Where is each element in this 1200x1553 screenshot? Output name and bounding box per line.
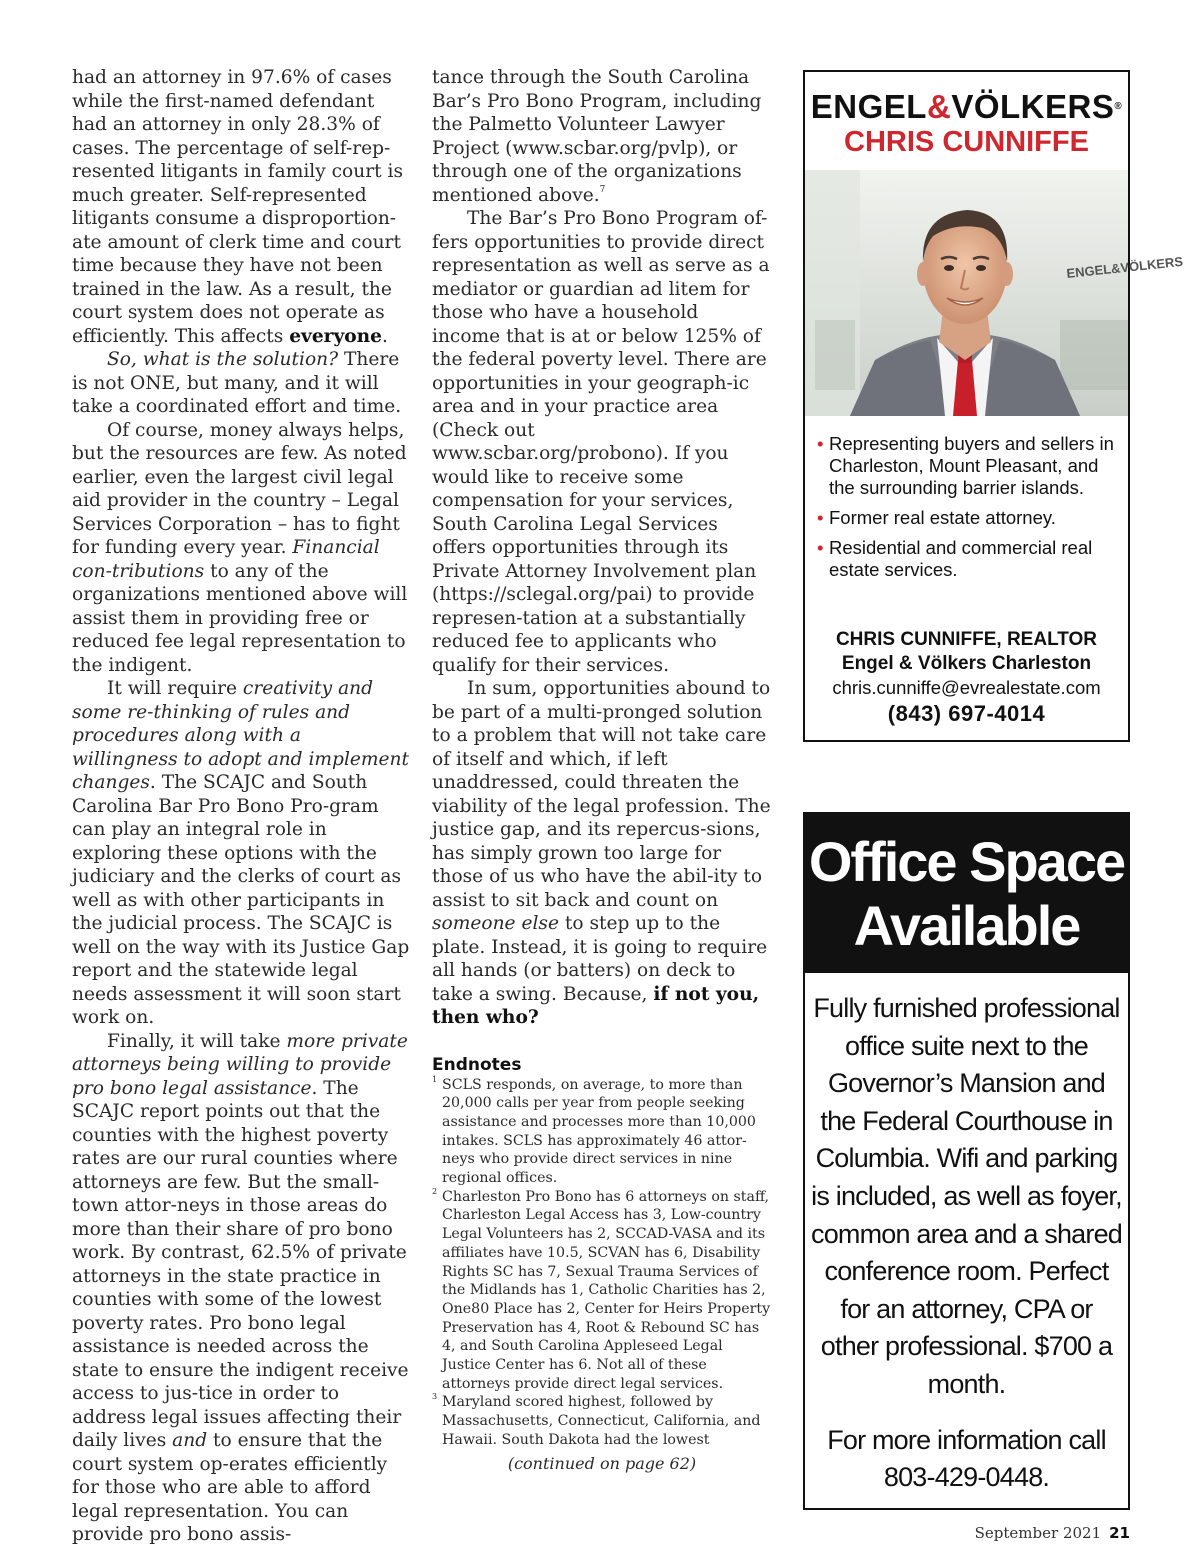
article-paragraph: Finally, it will take more private attorneys being willing to provide pro bono legal assistance. The SCAJC report points out that the counties with the highest poverty rates are our rural counties where attorneys are few. But the small-town attor-neys in those areas do more than their share of pro bono work. By contrast, 62.5% of private attorneys in the state practice in counties with some of the lowest poverty rates. Pro bono legal assistance is needed across the state to ensure the indigent receive access to jus-tice in order to address legal issues affecting their daily lives and to ensure that the court system op-erates efficiently for those who are able to afford legal representation. You can provide pro bono assis-	[72, 1030, 409, 1545]
endnotes-heading: Endnotes	[432, 1054, 522, 1075]
brand-logo: ENGEL&VÖLKERS®	[810, 88, 1123, 125]
contact-phone: (843) 697-4014	[887, 701, 1046, 726]
office-ad-body: Fully furnished professional office suite next to the Governor’s Mansion and the Federal Courthouse in Columbia. Wifi and parking is included, as well as foyer, common area and a shared conference room. Perfect for an attorney, CPA or other professional. $700 a month.	[811, 993, 1122, 1399]
article-paragraph: So, what is the solution? There is not ONE, but many, and it will take a coordinated effort and time.	[72, 349, 402, 417]
endnote-item: 3 Maryland scored highest, followed by Massachusetts, Connecticut, California, and Hawaii. South Dakota had the lowest	[432, 1392, 761, 1448]
endnotes-list	[432, 1076, 772, 1450]
issue-date: September 2021	[974, 1524, 1102, 1542]
column-2-paragraphs	[432, 66, 772, 1030]
article-paragraph: had an attorney in 97.6% of cases while the first-named defendant had an attorney in only 28.3% of cases. The percentage of self-rep-resented litigants in family court is much greater. Self-represented litigants consume a disproportion-ate amount of clerk time and court time because they have not been trained in the law. As a result, the court system does not operate as efficiently. This affects everyone.	[72, 67, 403, 347]
contact-name: CHRIS CUNNIFFE, REALTOR	[835, 629, 1098, 650]
article-column-1	[72, 66, 410, 1547]
contact-company: Engel & Völkers Charleston	[841, 653, 1092, 674]
office-space-ad	[803, 812, 1130, 1510]
engel-volkers-ad	[803, 70, 1184, 742]
article-column-2	[432, 66, 772, 1475]
article-paragraph: tance through the South Carolina Bar’s Pro Bono Program, including the Palmetto Volunteer Lawyer Project (www.scbar.org/pvlp), or through one of the organizations mentioned above.$^7$	[432, 67, 762, 206]
call-line-1: For more information call	[827, 1424, 1106, 1455]
article-paragraph: It will require creativity and some re-thinking of rules and procedures along with a willingness to adopt and implement changes. The SCAJC and South Carolina Bar Pro Bono Pro-gram can play an integral role in exploring these options with the judiciary and the clerks of court as well as with other participants in the judicial process. The SCAJC is well on the way with its Justice Gap report and the statewide legal needs assessment it will soon start work on.	[72, 678, 410, 1028]
article-paragraph: In sum, opportunities abound to be part of a multi-pronged solution to a problem that will not take care of itself and which, if left unaddressed, could threaten the viability of the legal profession. The justice gap, and its repercus-sions, has simply grown too large for those of us who have the abil-ity to assist to sit back and count on someone else to step up to the plate. Instead, it is going to require all hands (or batters) on deck to take a swing. Because, if not you, then who?	[432, 678, 771, 1028]
office-ad-headline	[805, 814, 1128, 973]
agent-photo	[805, 170, 1184, 416]
headline-line-1: Office Space	[808, 830, 1125, 893]
ad-bullet-item: • Former real estate attorney.	[817, 507, 1117, 529]
ad-bullet-item: • Representing buyers and sellers in Charleston, Mount Pleasant, and the surrounding barrier islands.	[817, 433, 1117, 499]
headline-line-2: Available	[853, 894, 1080, 957]
article-paragraph: Of course, money always helps, but the resources are few. As noted earlier, even the largest civil legal aid provider in the country – Legal Services Corporation – has to fight for funding every year. Financial con-tributions to any of the organizations mentioned above will assist them in providing free or reduced fee legal representation to the indigent.	[72, 419, 408, 676]
ad-bullet-list	[817, 433, 1117, 589]
wall-logo-sign: ENGEL&VÖLKERS	[1065, 253, 1184, 281]
endnote-item: 2 Charleston Pro Bono has 6 attorneys on staff, Charleston Legal Access has 3, Low-country Legal Volunteers has 2, SCCAD-VASA and its affiliates have 10.5, SCVAN has 6, Disability Rights SC has 7, Sexual Trauma Services of the Midlands has 1, Catholic Charities has 2, One80 Place has 2, Center for Heirs Property Preservation has 4, Root & Rebound SC has 4, and South Carolina Appleseed Legal Justice Center has 6. Not all of these attorneys provide direct legal services.	[432, 1186, 771, 1392]
agent-name: CHRIS CUNNIFFE	[844, 126, 1089, 158]
page-footer	[975, 1524, 1130, 1542]
ad-contact-block	[805, 628, 1128, 728]
page-number: 21	[1109, 1524, 1130, 1542]
ad-bullet-item: • Residential and commercial real estate services.	[817, 537, 1117, 581]
call-phone: 803-429-0448.	[883, 1462, 1050, 1493]
article-paragraph: The Bar’s Pro Bono Program of-fers opportunities to provide direct representation as well as serve as a mediator or guardian ad litem for those who have a household income that is at or below 125% of the federal poverty level. There are opportunities in your geograph-ic area and in your practice area (Check out www.scbar.org/probono). If you would like to receive some compensation for your services, South Carolina Legal Services offers opportunities through its Private Attorney Involvement plan (https://sclegal.org/pai) to provide represen-tation at a substantially reduced fee to applicants who qualify for their services.	[432, 208, 770, 676]
continued-note: (continued on page 62)	[507, 1453, 697, 1473]
endnote-item: 1 SCLS responds, on average, to more than 20,000 calls per year from people seeking assistance and processes more than 10,000 intakes. SCLS has approximately 46 attor-neys who provide direct services in nine regional offices.	[432, 1074, 756, 1187]
contact-email[interactable]: chris.cunniffe@evrealestate.com	[832, 677, 1101, 698]
office-ad-call	[805, 1422, 1128, 1497]
agent-portrait-image	[805, 170, 1184, 416]
